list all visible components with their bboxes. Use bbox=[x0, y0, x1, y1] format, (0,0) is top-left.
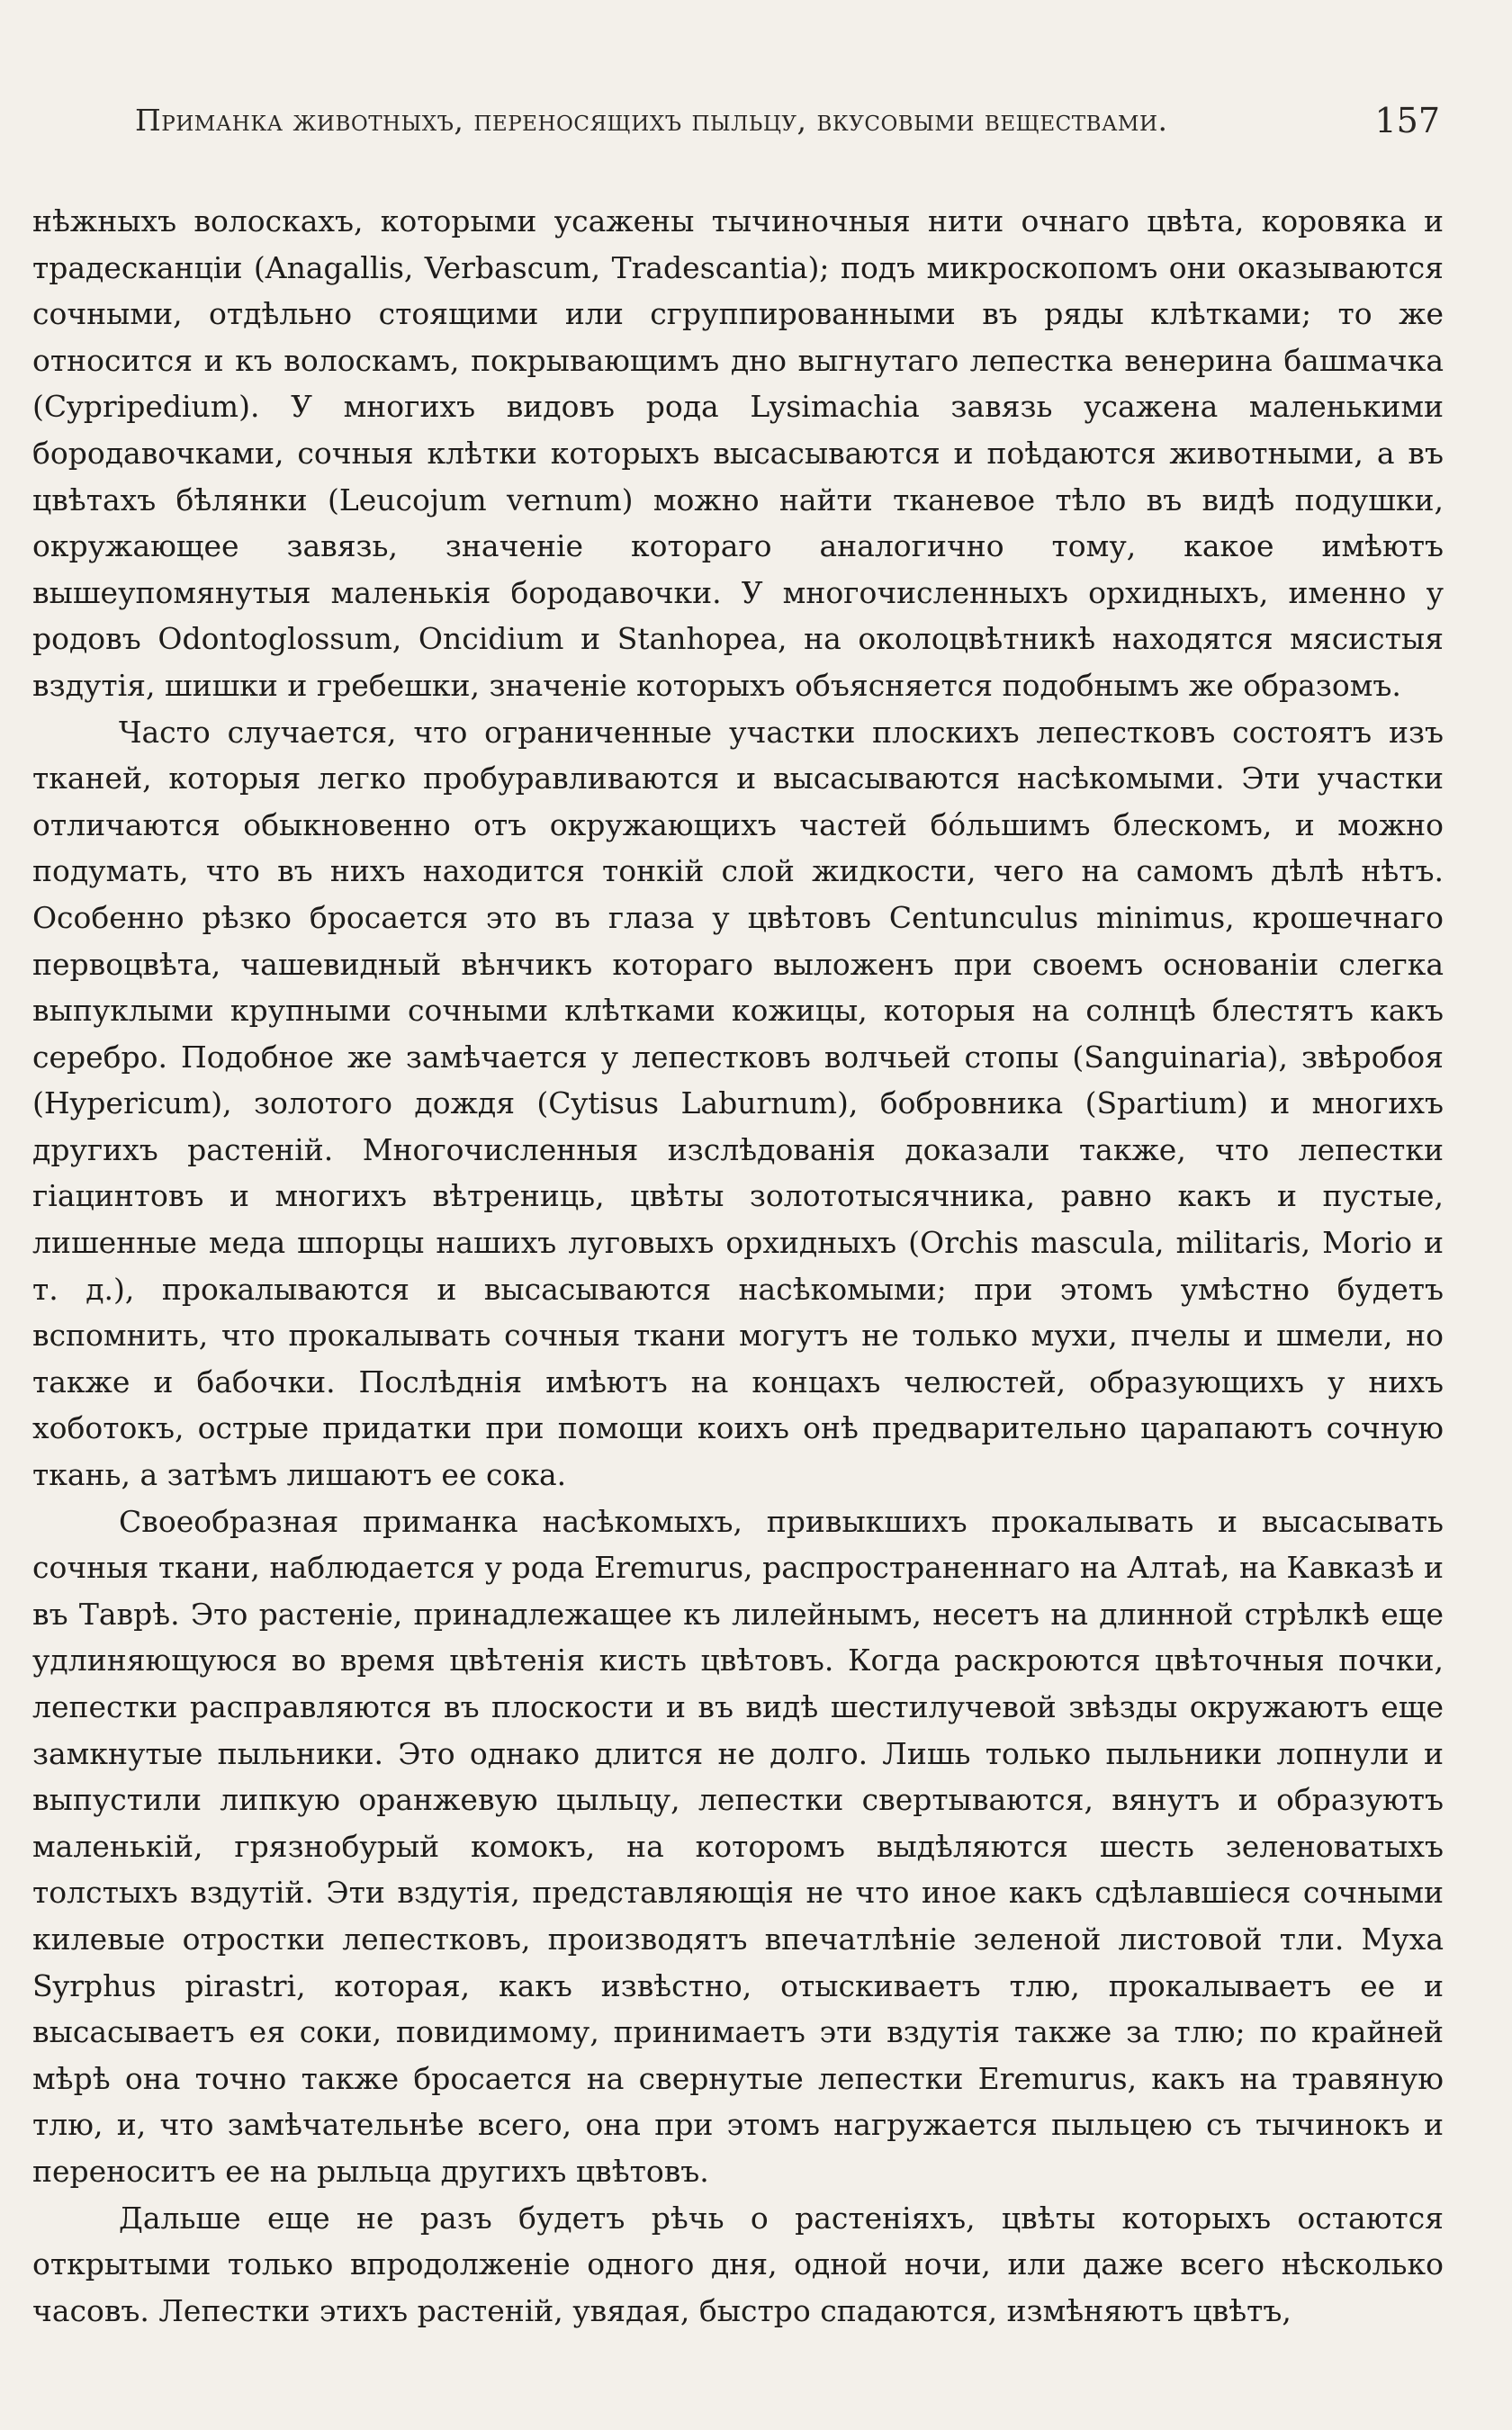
paragraph-2: Часто случается, что ограниченные участки плоскихъ лепестковъ состоятъ изъ тканей, которыя легко пробуравливаются и высасываются насѣкомыми. Эти участки отличаются обыкновенно отъ окружающихъ частей бо́льшимъ блескомъ, и можно подумать, что въ нихъ находится тонкій слой жидкости, чего на самомъ дѣлѣ нѣтъ. Особенно рѣзко бросается это въ глаза у цвѣтовъ Centunculus minimus, крошечнаго первоцвѣта, чашевидный вѣнчикъ котораго выложенъ при своемъ основаніи слегка выпуклыми крупными сочными клѣтками кожицы, которыя на солнцѣ блестятъ какъ серебро. Подобное же замѣчается у лепестковъ волчьей стопы (Sanguinaria), звѣробоя (Hypericum), золотого дождя (Cytisus Laburnum), бобровника (Spartium) и многихъ другихъ растеній. Многочисленныя изслѣдованія доказали также, что лепестки гіацинтовъ и многихъ вѣтрениць, цвѣты золототысячника, равно какъ и пустые, лишенные меда шпорцы нашихъ луговыхъ орхидныхъ (Orchis mascula, militaris, Morio и т. д.), прокалываются и высасываются насѣкомыми; при этомъ умѣстно будетъ вспомнить, что прокалывать сочныя ткани могутъ не только мухи, пчелы и шмели, но также и бабочки. Послѣднія имѣютъ на концахъ челюстей, образующихъ у нихъ хоботокъ, острые придатки при помощи коихъ онѣ предварительно царапаютъ сочную ткань, а затѣмъ лишаютъ ее сока. bbox=[32, 714, 1444, 1493]
paragraph-3: Своеобразная приманка насѣкомыхъ, привыкшихъ прокалывать и высасывать сочныя ткани, наблюдается у рода Eremurus, распространеннаго на Алтаѣ, на Кавказѣ и въ Таврѣ. Это растеніе, принадлежащее къ лилейнымъ, несетъ на длинной стрѣлкѣ еще удлиняющуюся во время цвѣтенія кисть цвѣтовъ. Когда раскроются цвѣточныя почки, лепестки расправляются въ плоскости и въ видѣ шестилучевой звѣзды окружаютъ еще замкнутые пыльники. Это однако длится не долго. Лишь только пыльники лопнули и выпустили липкую оранжевую цыльцу, лепестки свертываются, вянутъ и образуютъ маленькій, грязнобурый комокъ, на которомъ выдѣляются шесть зеленоватыхъ толстыхъ вздутій. Эти вздутія, представляющія не что иное какъ сдѣлавшіеся сочными килевые отростки лепестковъ, производятъ впечатлѣніе зеленой листовой тли. Муха Syrphus pirastri, которая, какъ извѣстно, отыскиваетъ тлю, прокалываетъ ее и высасываетъ ея соки, повидимому, принимаетъ эти вздутія также за тлю; по крайней мѣрѣ она точно также бросается на свернутые лепестки Eremurus, какъ на травяную тлю, и, что замѣчательнѣе всего, она при этомъ нагружается пыльцею съ тычинокъ и переноситъ ее на рыльца другихъ цвѣтовъ. bbox=[32, 1503, 1444, 2189]
body-text bbox=[32, 198, 1444, 2334]
page-number: 157 bbox=[1374, 101, 1440, 140]
running-title: Приманка животныхъ, переносящихъ пыльцу, вкусовыми веществами. bbox=[135, 103, 1168, 138]
paragraph-1: нѣжныхъ волоскахъ, которыми усажены тычиночныя нити очнаго цвѣта, коровяка и традесканціи (Anagallis, Verbascum, Tradescantia); подъ микроскопомъ они оказываются сочными, отдѣльно стоящими или сгруппированными въ ряды клѣтками; то же относится и къ волоскамъ, покрывающимъ дно выгнутаго лепестка венерина башмачка (Cypripedium). У многихъ видовъ рода Lysimachia завязь усажена маленькими бородавочками, сочныя клѣтки которыхъ высасываются и поѣдаются животными, а въ цвѣтахъ бѣлянки (Leucojum vernum) можно найти тканевое тѣло въ видѣ подушки, окружающее завязь, значеніе котораго аналогично тому, какое имѣютъ вышеупомянутыя маленькія бородавочки. У многочисленныхъ орхидныхъ, именно у родовъ Odontoglossum, Oncidium и Stanhopea, на околоцвѣтникѣ находятся мясистыя вздутія, шишки и гребешки, значеніе которыхъ объясняется подобнымъ же образомъ. bbox=[32, 203, 1444, 703]
paragraph-4: Дальше еще не разъ будетъ рѣчь о растеніяхъ, цвѣты которыхъ остаются открытыми только впродолженіе одного дня, одной ночи, или даже всего нѣсколько часовъ. Лепестки этихъ растеній, увядая, быстро спадаются, измѣняютъ цвѣтъ, bbox=[32, 2200, 1444, 2328]
page-header bbox=[135, 94, 1440, 151]
